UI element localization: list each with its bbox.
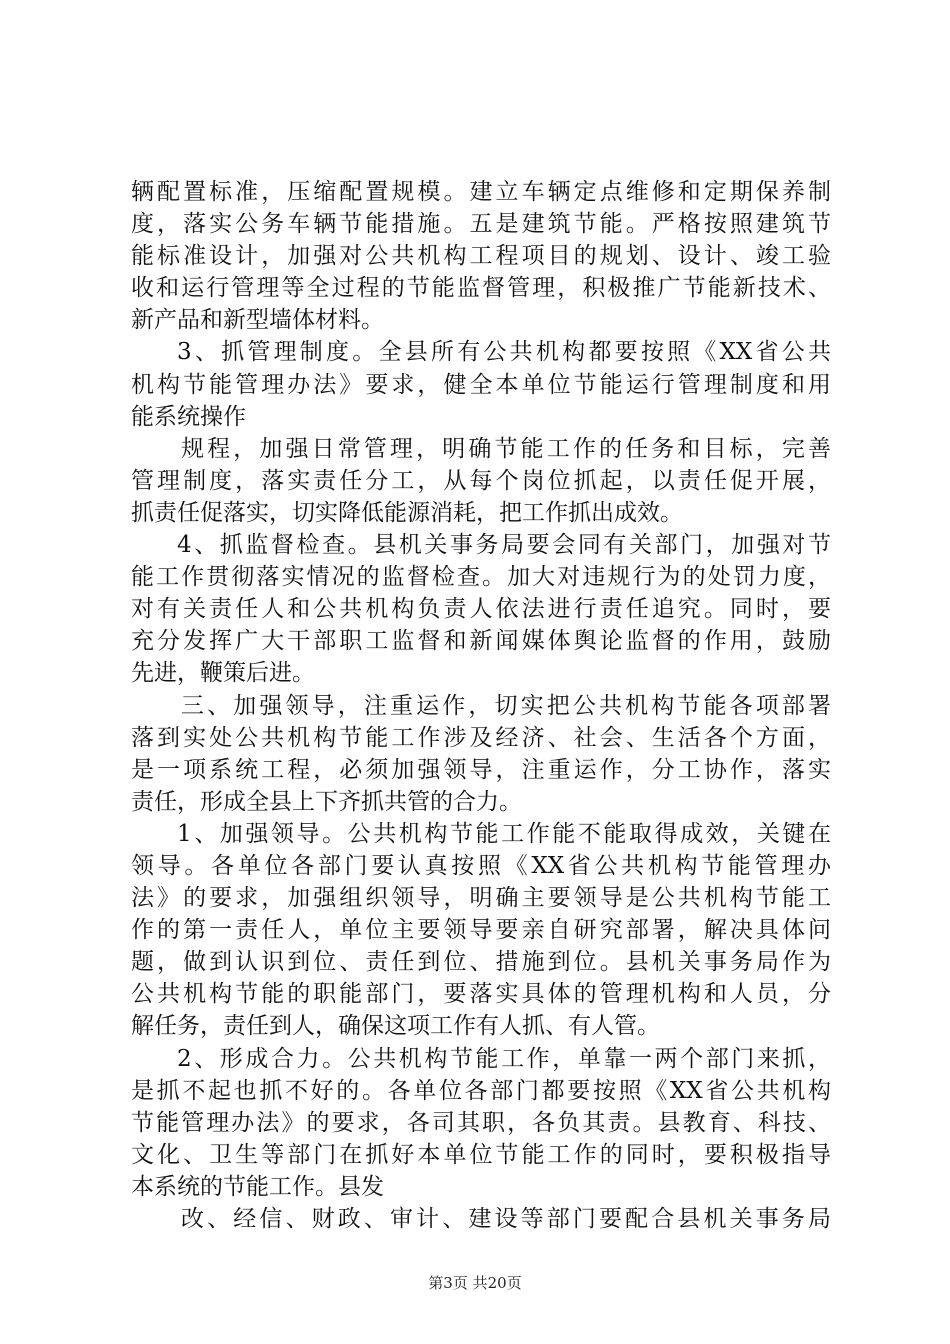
text-line: 三、加强领导，注重运作，切实把公共机构节能各项部署 bbox=[181, 692, 831, 719]
text-line: 落到实处公共机构节能工作涉及经济、社会、生活各个方面， bbox=[131, 724, 831, 751]
text-line: 机构节能管理办法》要求，健全本单位节能运行管理制度和用 bbox=[131, 371, 831, 398]
text-line: 本系统的节能工作。县发 bbox=[131, 1173, 384, 1200]
text-line: 度，落实公务车辆节能措施。五是建筑节能。严格按照建筑节 bbox=[131, 211, 831, 238]
text-line: 2、形成合力。公共机构节能工作，单靠一两个部门来抓， bbox=[177, 1045, 831, 1072]
text-line: 是一项系统工程，必须加强领导，注重运作，分工协作，落实 bbox=[131, 756, 831, 783]
text-line: 4、抓监督检查。县机关事务局要会同有关部门，加强对节 bbox=[177, 532, 831, 559]
text-line: 抓责任促落实，切实降低能源消耗，把工作抓出成效。 bbox=[131, 499, 683, 526]
text-line: 是抓不起也抓不好的。各单位各部门都要按照《XX省公共机构 bbox=[131, 1077, 831, 1104]
text-line: 法》的要求，加强组织领导，明确主要领导是公共机构节能工 bbox=[131, 885, 831, 912]
text-line: 能系统操作 bbox=[131, 403, 246, 430]
text-line: 收和运行管理等全过程的节能监督管理，积极推广节能新技术、 bbox=[131, 275, 831, 302]
text-line: 管理制度，落实责任分工，从每个岗位抓起，以责任促开展， bbox=[131, 467, 831, 494]
text-line: 公共机构节能的职能部门，要落实具体的管理机构和人员，分 bbox=[131, 981, 831, 1008]
text-line: 新产品和新型墙体材料。 bbox=[131, 307, 384, 334]
text-line: 充分发挥广大干部职工监督和新闻媒体舆论监督的作用，鼓励 bbox=[131, 628, 831, 655]
page-footer: 第3页 共20页 bbox=[428, 1274, 522, 1292]
text-line: 节能管理办法》的要求，各司其职，各负其责。县教育、科技、 bbox=[131, 1109, 831, 1136]
text-line: 先进，鞭策后进。 bbox=[131, 660, 315, 687]
text-line: 改、经信、财政、审计、建设等部门要配合县机关事务局 bbox=[181, 1206, 831, 1232]
text-line: 作的第一责任人，单位主要领导要亲自研究部署，解决具体问 bbox=[131, 917, 831, 944]
text-line: 对有关责任人和公共机构负责人依法进行责任追究。同时，要 bbox=[131, 596, 831, 623]
text-line: 领导。各单位各部门要认真按照《XX省公共机构节能管理办 bbox=[131, 852, 831, 879]
document-body bbox=[131, 176, 831, 1235]
text-line: 解任务，责任到人，确保这项工作有人抓、有人管。 bbox=[131, 1013, 660, 1040]
text-line: 规程，加强日常管理，明确节能工作的任务和目标，完善 bbox=[181, 435, 831, 462]
text-line: 文化、卫生等部门在抓好本单位节能工作的同时，要积极指导 bbox=[131, 1141, 831, 1168]
text-line: 3、抓管理制度。全县所有公共机构都要按照《XX省公共 bbox=[177, 339, 831, 366]
text-line: 责任，形成全县上下齐抓共管的合力。 bbox=[131, 788, 522, 815]
text-line: 能工作贯彻落实情况的监督检查。加大对违规行为的处罚力度， bbox=[131, 564, 831, 591]
text-line: 1、加强领导。公共机构节能工作能不能取得成效，关键在 bbox=[177, 820, 831, 847]
text-line: 能标准设计，加强对公共机构工程项目的规划、设计、竣工验 bbox=[131, 243, 831, 270]
text-line: 辆配置标准，压缩配置规模。建立车辆定点维修和定期保养制 bbox=[131, 179, 831, 205]
text-line: 题，做到认识到位、责任到位、措施到位。县机关事务局作为 bbox=[131, 949, 831, 976]
